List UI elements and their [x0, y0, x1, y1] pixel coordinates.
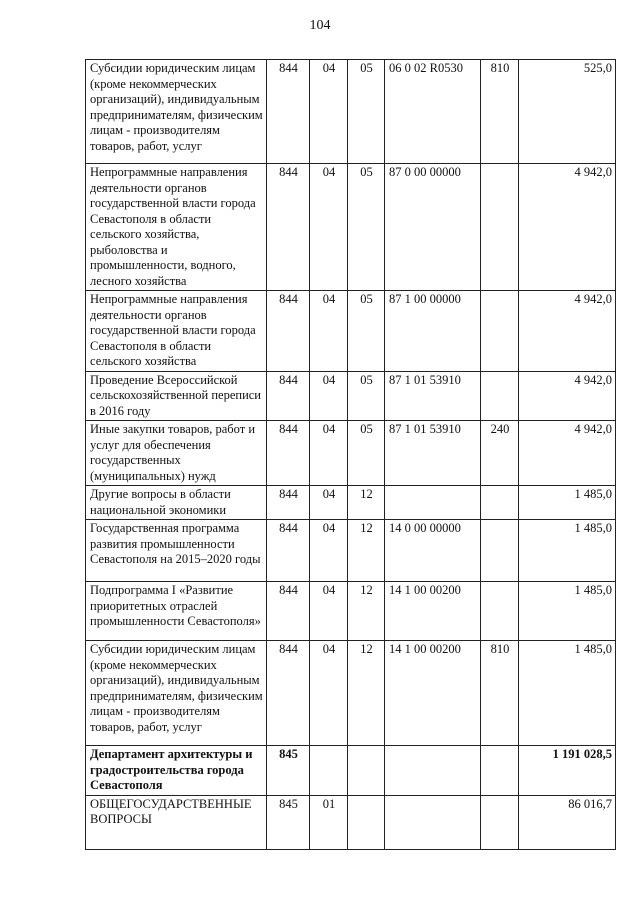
item-name-cell: Проведение Всероссийской сельскохозяйственной переписи в 2016 году: [86, 371, 267, 421]
section-code-cell: [310, 746, 348, 796]
department-code-cell: 844: [267, 371, 310, 421]
department-code-cell: 844: [267, 520, 310, 582]
subsection-code-cell: 05: [348, 164, 385, 291]
section-code-cell: 04: [310, 60, 348, 164]
department-code-cell: 844: [267, 60, 310, 164]
expense-type-code-cell: 810: [481, 641, 519, 746]
subsection-code-cell: [348, 795, 385, 849]
amount-cell: 1 485,0: [519, 641, 616, 746]
target-article-code-cell: 06 0 02 R0530: [385, 60, 481, 164]
amount-cell: 1 191 028,5: [519, 746, 616, 796]
subsection-code-cell: 05: [348, 421, 385, 486]
section-code-cell: 04: [310, 421, 348, 486]
table-row: [86, 582, 616, 641]
department-code-cell: 844: [267, 164, 310, 291]
item-name-cell: Другие вопросы в области национальной экономики: [86, 486, 267, 520]
department-code-cell: 844: [267, 486, 310, 520]
table-row: [86, 371, 616, 421]
table-row: [86, 520, 616, 582]
item-name-cell: Субсидии юридическим лицам (кроме некоммерческих организаций), индивидуальным предпринимателям, физическим лицам - производителям товаров, работ, услуг: [86, 641, 267, 746]
department-code-cell: 845: [267, 746, 310, 796]
item-name-cell: Непрограммные направления деятельности органов государственной власти города Севастополя в области сельского хозяйства: [86, 291, 267, 372]
department-code-cell: 844: [267, 582, 310, 641]
section-code-cell: 04: [310, 291, 348, 372]
section-code-cell: 04: [310, 641, 348, 746]
expense-type-code-cell: [481, 520, 519, 582]
target-article-code-cell: 14 1 00 00200: [385, 641, 481, 746]
page-number: 104: [309, 18, 331, 33]
item-name-cell: Непрограммные направления деятельности органов государственной власти города Севастополя в области сельского хозяйства, рыболовства и промышленности, водного, лесного хозяйства: [86, 164, 267, 291]
table-row: [86, 795, 616, 849]
subsection-code-cell: [348, 746, 385, 796]
amount-cell: 4 942,0: [519, 371, 616, 421]
amount-cell: 4 942,0: [519, 421, 616, 486]
amount-cell: 1 485,0: [519, 486, 616, 520]
budget-table-body: [86, 60, 616, 850]
subsection-code-cell: 05: [348, 60, 385, 164]
department-code-cell: 844: [267, 641, 310, 746]
target-article-code-cell: 87 0 00 00000: [385, 164, 481, 291]
table-row: [86, 164, 616, 291]
section-code-cell: 04: [310, 582, 348, 641]
target-article-code-cell: 87 1 01 53910: [385, 371, 481, 421]
expense-type-code-cell: [481, 371, 519, 421]
amount-cell: 1 485,0: [519, 582, 616, 641]
item-name-cell: Иные закупки товаров, работ и услуг для обеспечения государственных (муниципальных) нужд: [86, 421, 267, 486]
table-row: [86, 291, 616, 372]
expense-type-code-cell: [481, 582, 519, 641]
subsection-code-cell: 12: [348, 520, 385, 582]
amount-cell: 4 942,0: [519, 164, 616, 291]
department-code-cell: 844: [267, 291, 310, 372]
subsection-code-cell: 05: [348, 291, 385, 372]
target-article-code-cell: [385, 795, 481, 849]
table-row: [86, 641, 616, 746]
amount-cell: 4 942,0: [519, 291, 616, 372]
subsection-code-cell: 12: [348, 641, 385, 746]
section-code-cell: 01: [310, 795, 348, 849]
department-code-cell: 844: [267, 421, 310, 486]
item-name-cell: Подпрограмма I «Развитие приоритетных отраслей промышленности Севастополя»: [86, 582, 267, 641]
expense-type-code-cell: [481, 746, 519, 796]
subsection-code-cell: 05: [348, 371, 385, 421]
subsection-code-cell: 12: [348, 582, 385, 641]
expense-type-code-cell: [481, 795, 519, 849]
item-name-cell: Департамент архитектуры и градостроительства города Севастополя: [86, 746, 267, 796]
subsection-code-cell: 12: [348, 486, 385, 520]
budget-table: [85, 59, 616, 850]
target-article-code-cell: 87 1 01 53910: [385, 421, 481, 486]
table-row: [86, 746, 616, 796]
section-code-cell: 04: [310, 520, 348, 582]
target-article-code-cell: 14 1 00 00200: [385, 582, 481, 641]
item-name-cell: Субсидии юридическим лицам (кроме некоммерческих организаций), индивидуальным предпринимателям, физическим лицам - производителям товаров, работ, услуг: [86, 60, 267, 164]
section-code-cell: 04: [310, 486, 348, 520]
table-row: [86, 421, 616, 486]
department-code-cell: 845: [267, 795, 310, 849]
target-article-code-cell: 87 1 00 00000: [385, 291, 481, 372]
expense-type-code-cell: 810: [481, 60, 519, 164]
amount-cell: 1 485,0: [519, 520, 616, 582]
target-article-code-cell: [385, 486, 481, 520]
table-row: [86, 60, 616, 164]
amount-cell: 525,0: [519, 60, 616, 164]
table-row: [86, 486, 616, 520]
item-name-cell: Государственная программа развития промышленности Севастополя на 2015–2020 годы: [86, 520, 267, 582]
item-name-cell: ОБЩЕГОСУДАРСТВЕННЫЕ ВОПРОСЫ: [86, 795, 267, 849]
target-article-code-cell: [385, 746, 481, 796]
amount-cell: 86 016,7: [519, 795, 616, 849]
expense-type-code-cell: [481, 291, 519, 372]
section-code-cell: 04: [310, 371, 348, 421]
target-article-code-cell: 14 0 00 00000: [385, 520, 481, 582]
expense-type-code-cell: [481, 164, 519, 291]
section-code-cell: 04: [310, 164, 348, 291]
expense-type-code-cell: [481, 486, 519, 520]
expense-type-code-cell: 240: [481, 421, 519, 486]
